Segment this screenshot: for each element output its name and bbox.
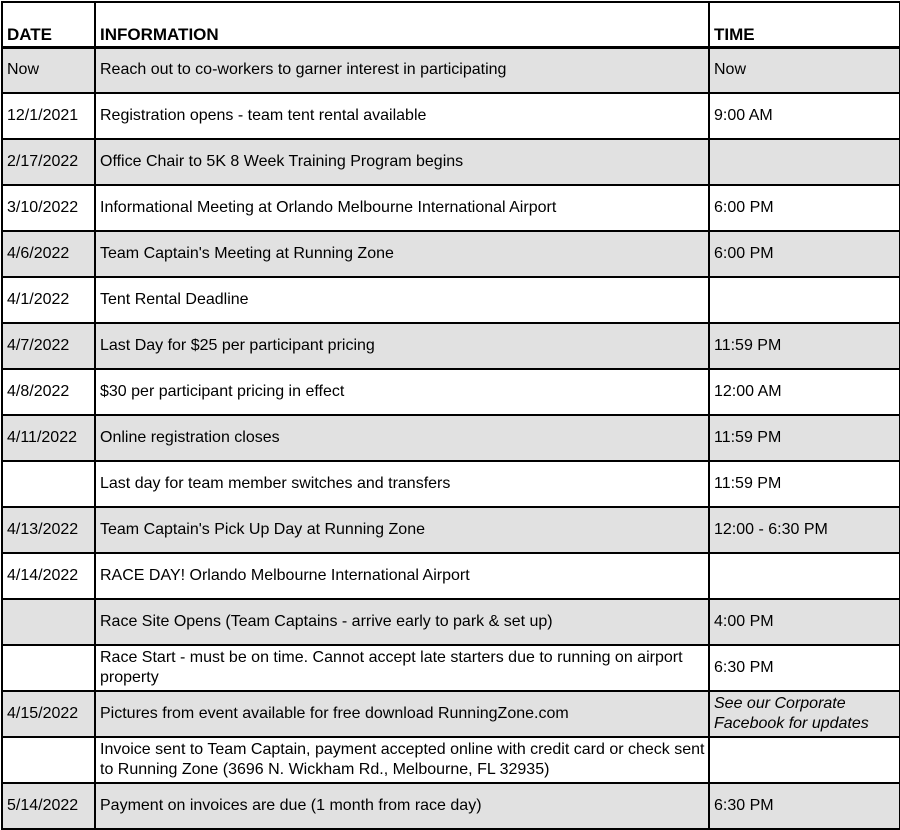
time-cell: [709, 139, 900, 185]
table-row: [2, 185, 900, 231]
date-cell: 4/13/2022: [2, 507, 95, 553]
date-cell: 3/10/2022: [2, 185, 95, 231]
date-cell: 4/15/2022: [2, 691, 95, 737]
column-header-information: INFORMATION: [95, 2, 709, 47]
time-cell: 6:30 PM: [709, 645, 900, 691]
time-cell: [709, 737, 900, 783]
table-row: [2, 645, 900, 691]
information-cell: Team Captain's Meeting at Running Zone: [95, 231, 709, 277]
time-cell: 11:59 PM: [709, 461, 900, 507]
time-cell: [709, 553, 900, 599]
information-cell: Tent Rental Deadline: [95, 277, 709, 323]
time-cell: [709, 277, 900, 323]
table-row: [2, 323, 900, 369]
date-cell: [2, 645, 95, 691]
table-row: [2, 507, 900, 553]
date-cell: 2/17/2022: [2, 139, 95, 185]
time-cell: 6:30 PM: [709, 783, 900, 829]
time-cell: 9:00 AM: [709, 93, 900, 139]
date-cell: [2, 599, 95, 645]
column-header-time: TIME: [709, 2, 900, 47]
information-cell: RACE DAY! Orlando Melbourne International Airport: [95, 553, 709, 599]
table-row: [2, 277, 900, 323]
time-cell: 12:00 AM: [709, 369, 900, 415]
table-row: [2, 553, 900, 599]
table-row: [2, 737, 900, 783]
information-cell: Office Chair to 5K 8 Week Training Program begins: [95, 139, 709, 185]
date-cell: 4/1/2022: [2, 277, 95, 323]
table-row: [2, 415, 900, 461]
date-cell: 4/7/2022: [2, 323, 95, 369]
date-cell: 4/8/2022: [2, 369, 95, 415]
information-cell: Last Day for $25 per participant pricing: [95, 323, 709, 369]
time-cell: 12:00 - 6:30 PM: [709, 507, 900, 553]
time-cell: 4:00 PM: [709, 599, 900, 645]
information-cell: Invoice sent to Team Captain, payment accepted online with credit card or check sent to Running Zone (3696 N. Wickham Rd., Melbourne, FL 32935): [95, 737, 709, 783]
time-cell: 11:59 PM: [709, 323, 900, 369]
information-cell: Race Start - must be on time. Cannot accept late starters due to running on airport property: [95, 645, 709, 691]
time-cell: 6:00 PM: [709, 231, 900, 277]
table-body: [2, 47, 900, 829]
table-row: [2, 783, 900, 829]
table-row: [2, 93, 900, 139]
date-cell: [2, 461, 95, 507]
date-cell: [2, 737, 95, 783]
information-cell: Race Site Opens (Team Captains - arrive early to park & set up): [95, 599, 709, 645]
table-row: [2, 139, 900, 185]
date-cell: 5/14/2022: [2, 783, 95, 829]
date-cell: 12/1/2021: [2, 93, 95, 139]
table-header-row: [2, 2, 900, 47]
column-header-date: DATE: [2, 2, 95, 47]
information-cell: Registration opens - team tent rental available: [95, 93, 709, 139]
information-cell: Online registration closes: [95, 415, 709, 461]
information-cell: Last day for team member switches and transfers: [95, 461, 709, 507]
information-cell: Pictures from event available for free download RunningZone.com: [95, 691, 709, 737]
time-cell: See our Corporate Facebook for updates: [709, 691, 900, 737]
date-cell: Now: [2, 47, 95, 93]
time-cell: 11:59 PM: [709, 415, 900, 461]
table-row: [2, 461, 900, 507]
table-row: [2, 599, 900, 645]
table-row: [2, 691, 900, 737]
table-row: [2, 231, 900, 277]
time-cell: 6:00 PM: [709, 185, 900, 231]
information-cell: Informational Meeting at Orlando Melbourne International Airport: [95, 185, 709, 231]
information-cell: $30 per participant pricing in effect: [95, 369, 709, 415]
information-cell: Reach out to co-workers to garner interest in participating: [95, 47, 709, 93]
date-cell: 4/6/2022: [2, 231, 95, 277]
event-schedule-table: [1, 1, 900, 830]
date-cell: 4/14/2022: [2, 553, 95, 599]
table-row: [2, 369, 900, 415]
time-cell: Now: [709, 47, 900, 93]
information-cell: Team Captain's Pick Up Day at Running Zone: [95, 507, 709, 553]
date-cell: 4/11/2022: [2, 415, 95, 461]
information-cell: Payment on invoices are due (1 month from race day): [95, 783, 709, 829]
table-row: [2, 47, 900, 93]
